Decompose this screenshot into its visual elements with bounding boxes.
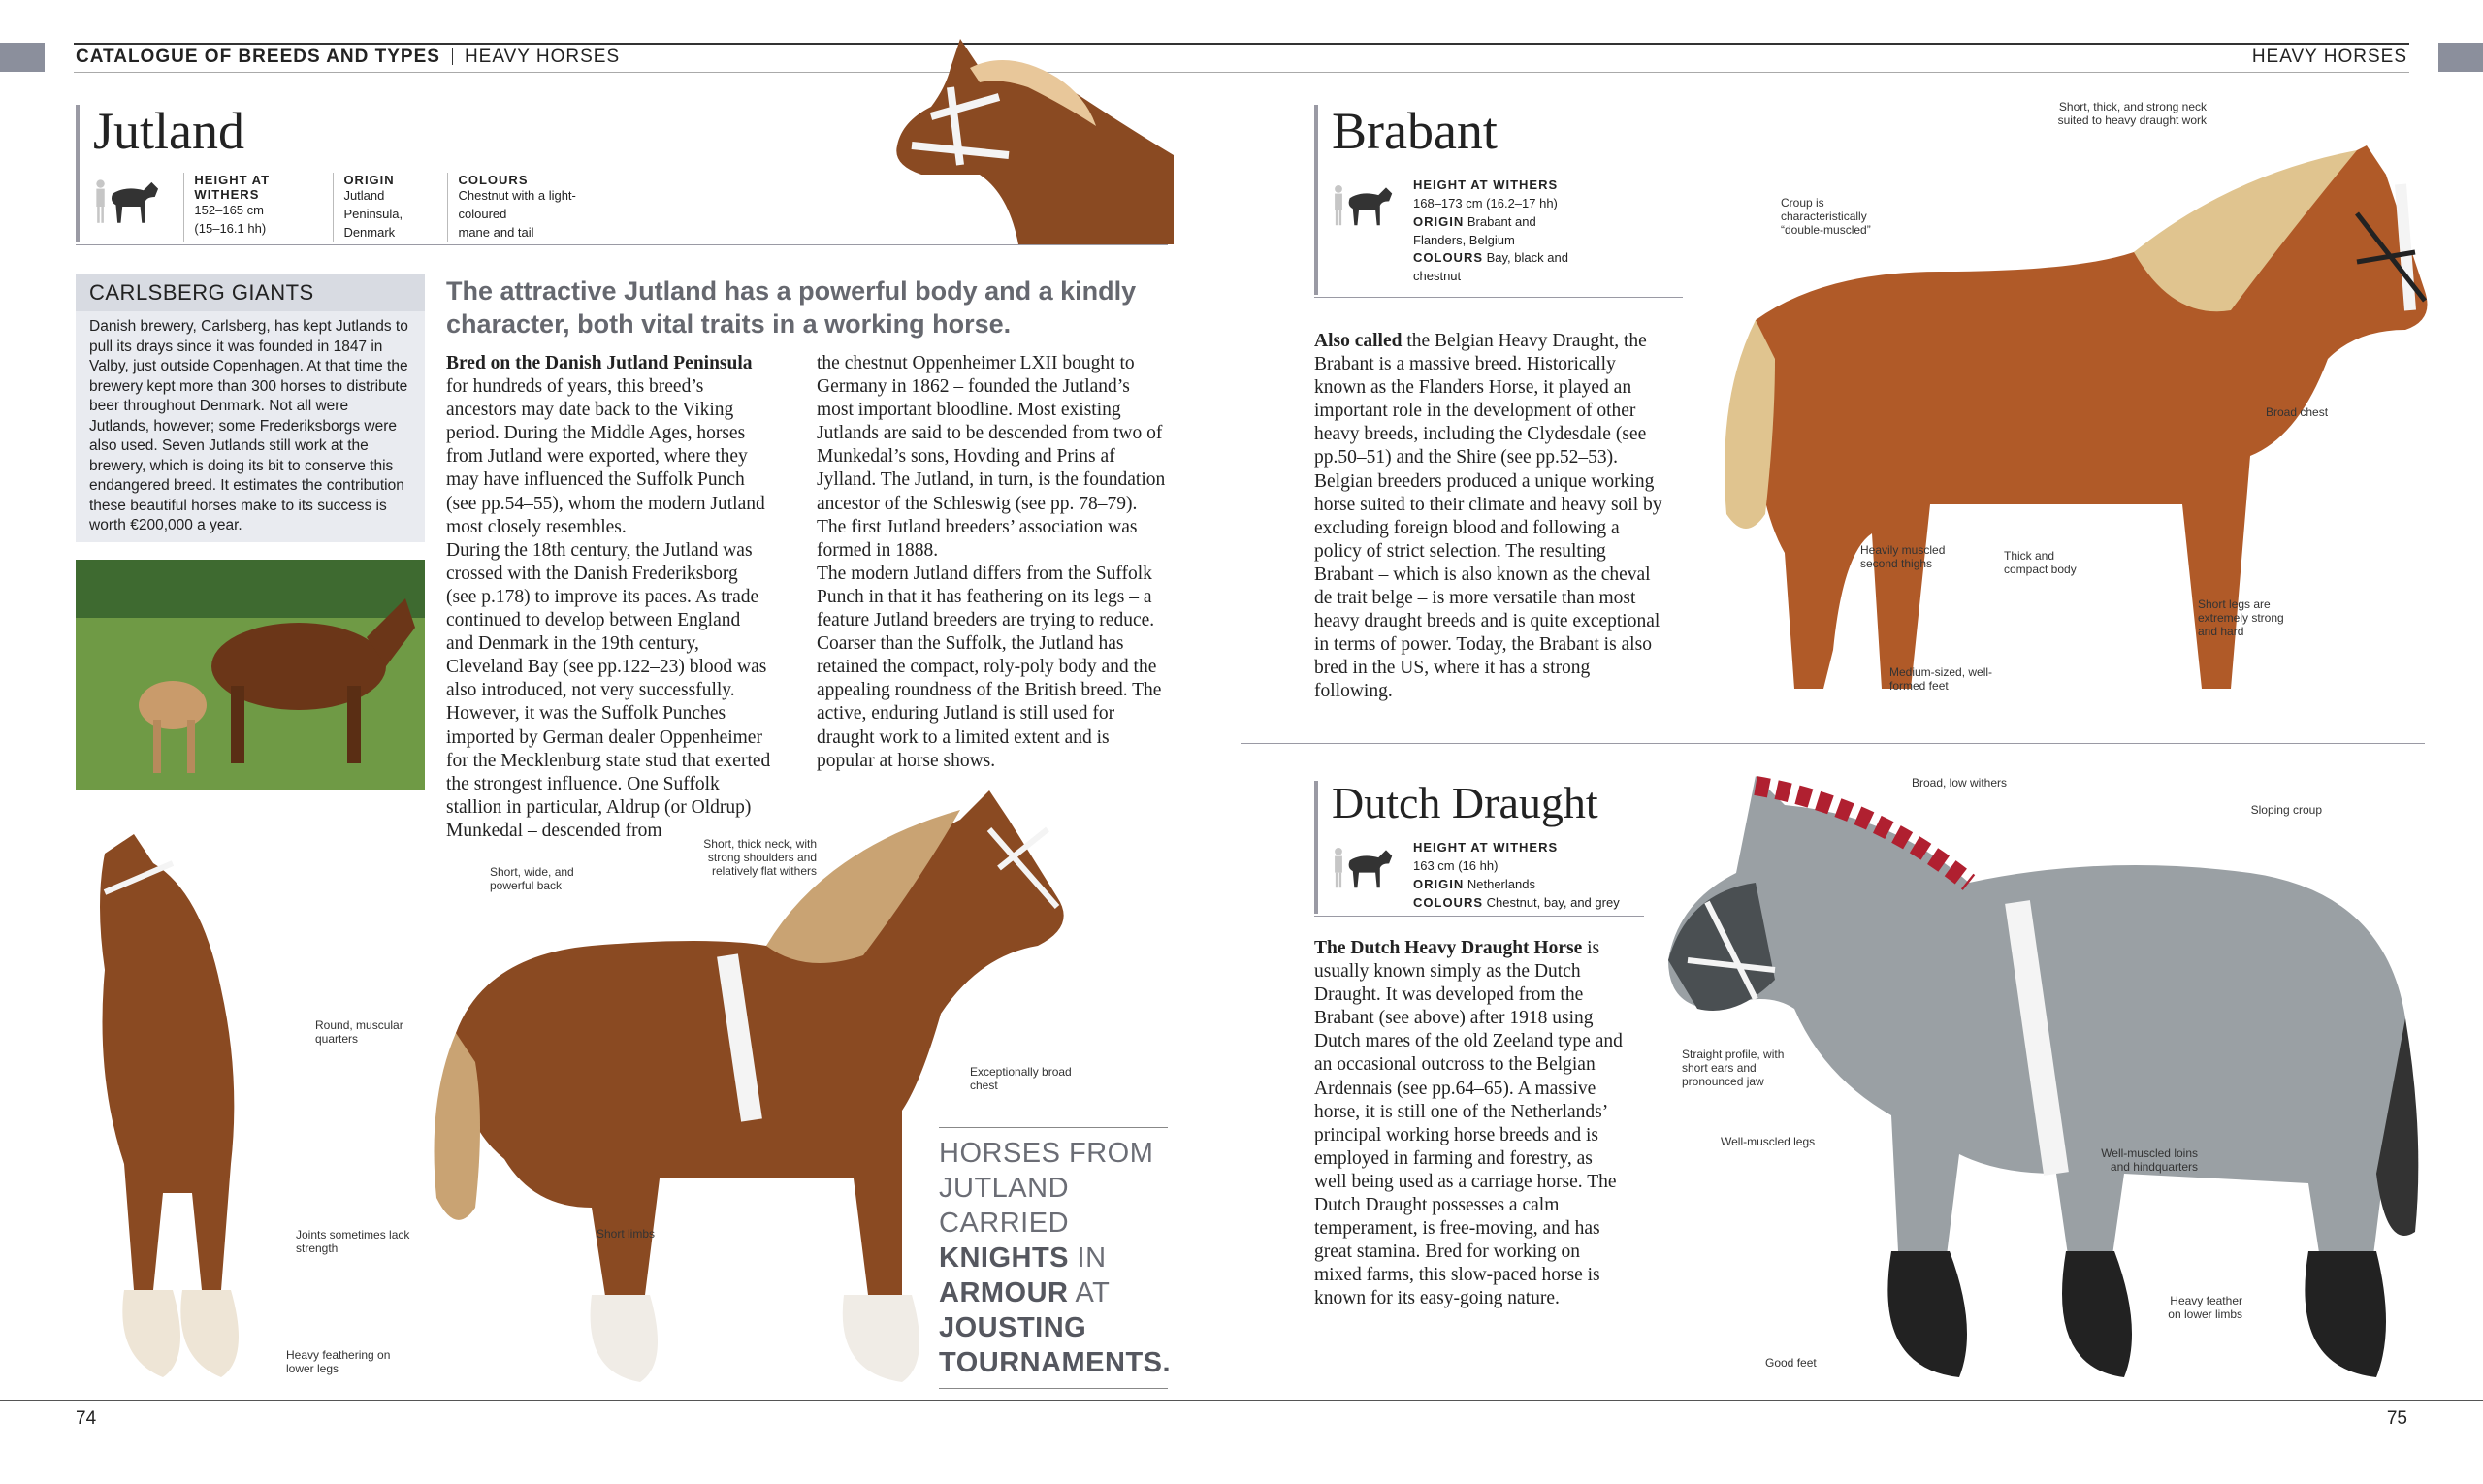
pull-line-3b: IN <box>1069 1242 1107 1274</box>
jutland-body-lead-in: Bred on the Danish Jutland Peninsula <box>446 353 753 373</box>
height-value: 168–173 cm (16.2–17 hh) <box>1413 195 1558 210</box>
pull-line-6: TOURNAMENTS. <box>939 1347 1172 1378</box>
origin-label: ORIGIN <box>343 173 395 187</box>
callout-short-back: Short, wide, and powerful back <box>490 865 574 892</box>
height-scale-icon <box>1332 839 1400 897</box>
running-header-left <box>76 47 620 68</box>
section-subtitle: HEAVY HORSES <box>464 47 621 67</box>
colours-value: Chestnut with a light-coloured <box>458 188 576 221</box>
jutland-body-col2: the chestnut Oppenheimer LXII bought to Germany in 1862 – founded the Jutland’s most important bloodline. Most existing Jutlands are said to be descended from two of Munkedal’s sons, Hovding and Prins af Jylland. The Jutland, in turn, is the foundation ancestor of the Schleswig (see pp. 78–79). The first Jutland breeders’ association was formed in 1888. The modern Jutland differs from the Suffolk Punch in that it has feathering on its legs – a feature Jutland breeders are trying to reduce. Coarser than the Suffolk, the Jutland has retained the compact, roly-poly body and the appealing roundness of the British breed. The active, enduring Jutland is still used for draught work to a limited extent and is popular at horse shows. <box>817 353 1166 771</box>
height-label: HEIGHT AT WITHERS <box>1413 177 1559 192</box>
colours-label: COLOURS <box>1413 894 1483 910</box>
callout-dutch-withers: Broad, low withers <box>1911 776 2008 790</box>
dutch-text: is usually known simply as the Dutch Draught. It was developed from the Brabant (see above) after 1918 using Dutch mares of the old Zeeland type and an occasional outcross to the Belgian Ardennais (see pp.64–65). A massive horse, it is still one of the Netherlands’ principal working horse breeds and is employed in farming and forestry, as well being used as a carriage horse. The Dutch Draught possesses a calm temperament, is free-moving, and has great stamina. Bred for working on mixed farms, this slow-paced horse is known for its easy-going nature. <box>1314 938 1623 1309</box>
jutland-head-photo <box>892 29 1174 244</box>
pull-line-3a: KNIGHTS <box>939 1242 1069 1274</box>
jutland-title-block <box>76 102 597 242</box>
height-value: 152–165 cm <box>194 203 264 217</box>
callout-round-quarters: Round, muscular quarters <box>315 1018 403 1046</box>
dutch-body <box>1314 937 1625 1311</box>
jutland-rear-view-photo <box>76 834 299 1387</box>
dutch-title-block <box>1314 778 1661 914</box>
callout-dutch-croup: Sloping croup <box>2250 803 2322 817</box>
box-title: CARLSBERG GIANTS <box>76 274 425 311</box>
origin-label: ORIGIN <box>1413 213 1465 229</box>
pull-quote <box>939 1127 1172 1389</box>
box-text: Danish brewery, Carlsberg, has kept Jutlands to pull its drays since it was founded in 1847 in Valby, just outside Copenhagen. At that time the brewery kept more than 300 horses to distribute beer throughout Denmark. Not all were Jutlands, however; some Frederiksborgs were also used. Seven Jutlands still work at the brewery, which is doing its bit to conserve this endangered breed. It estimates the contribution these beautiful horses make to its success is worth €200,000 a year. <box>76 311 425 542</box>
pull-line-2: JUTLAND CARRIED <box>939 1173 1070 1239</box>
callout-short-neck: Short, thick neck, with strong shoulders and relatively flat withers <box>703 837 817 878</box>
brabant-body <box>1314 330 1668 704</box>
colours-label: COLOURS <box>1413 250 1483 266</box>
callout-dutch-loins: Well-muscled loins and hindquarters <box>2101 1146 2198 1174</box>
height-label: HEIGHT AT WITHERS <box>194 173 271 202</box>
callout-joints: Joints sometimes lack strength <box>296 1228 410 1255</box>
running-header-right: HEAVY HORSES <box>2251 47 2407 67</box>
carlsberg-box <box>76 274 425 542</box>
origin-label: ORIGIN <box>1413 876 1465 891</box>
height-scale-icon <box>93 173 166 231</box>
page-number-right: 75 <box>2386 1408 2407 1429</box>
jutland-title-rule <box>76 244 1168 245</box>
brabant-title-block <box>1314 102 1700 295</box>
origin-value: Netherlands <box>1467 876 1535 891</box>
colours-value: Bay, black and chestnut <box>1413 250 1568 284</box>
pull-line-5: JOUSTING <box>939 1312 1087 1343</box>
height-value: 163 cm (16 hh) <box>1413 857 1499 873</box>
colours-value: Chestnut, bay, and grey <box>1486 894 1620 910</box>
height-value-hh: (15–16.1 hh) <box>194 220 267 236</box>
jutland-lead: The attractive Jutland has a powerful body and a kindly character, both vital traits in a working horse. <box>446 276 1137 339</box>
pull-line-1: HORSES FROM <box>939 1138 1154 1169</box>
brabant-title-rule <box>1314 297 1683 298</box>
dutch-title-rule <box>1314 916 1644 917</box>
dutch-lead-in: The Dutch Heavy Draught Horse <box>1314 938 1583 958</box>
callout-brabant-neck: Short, thick, and strong neck suited to heavy draught work <box>2057 100 2207 127</box>
origin-value: Jutland Peninsula, <box>343 188 403 221</box>
colours-label: COLOURS <box>458 173 529 187</box>
brabant-lead-in: Also called <box>1314 331 1403 351</box>
callout-brabant-compact: Thick and compact body <box>2004 549 2077 576</box>
brabant-title: Brabant <box>1332 102 1498 160</box>
jutland-body-text1: for hundreds of years, this breed’s ancestors may date back to the Viking period. During the Middle Ages, horses from Jutland were exported, where they may have influenced the Suffolk Punch (see pp.54–55), whom the modern Jutland most closely resembles. During the 18th century, the Jutland was crossed with the Danish Frederiksborg (see p.178) to improve its paces. As trade continued to develop between England and Denmark in the 19th century, Cleveland Bay (see pp.122–23) blood was also introduced, not very successfully. However, it was the Suffolk Punches imported by German dealer Oppenheimer for the Mecklenburg state stud that exerted the strongest influence. One Suffolk stallion in particular, Aldrup (or Oldrup) Munkedal – descended from <box>446 376 771 841</box>
height-scale-icon <box>1332 177 1400 235</box>
footer-rule <box>0 1400 2483 1401</box>
callout-dutch-feet: Good feet <box>1765 1356 1817 1370</box>
height-label: HEIGHT AT WITHERS <box>1413 840 1559 855</box>
pull-line-4a: ARMOUR <box>939 1277 1069 1308</box>
jutland-body-col1 <box>446 352 771 843</box>
origin-value: Brabant and Flanders, Belgium <box>1413 213 1536 247</box>
pull-line-4b: AT <box>1068 1277 1111 1308</box>
callout-brabant-croup: Croup is characteristically “double-muscled” <box>1781 196 1871 237</box>
callout-brabant-legs: Short legs are extremely strong and hard <box>2198 597 2284 638</box>
side-tab-left <box>0 43 45 72</box>
section-title: CATALOGUE OF BREEDS AND TYPES <box>76 47 440 67</box>
callout-brabant-thighs: Heavily muscled second thighs <box>1860 543 1946 570</box>
jutland-title: Jutland <box>93 102 244 160</box>
callout-brabant-feet: Medium-sized, well-formed feet <box>1889 665 1993 693</box>
callout-broad-chest: Exceptionally broad chest <box>970 1065 1072 1092</box>
callout-heavy-feathering: Heavy feathering on lower legs <box>286 1348 391 1375</box>
callout-dutch-profile: Straight profile, with short ears and pronounced jaw <box>1682 1048 1785 1088</box>
colours-value-2: mane and tail <box>458 224 534 240</box>
callout-dutch-feather: Heavy feather on lower limbs <box>2168 1294 2242 1321</box>
mare-and-foal-photo <box>76 560 425 790</box>
dutch-title: Dutch Draught <box>1332 778 1598 827</box>
callout-brabant-chest: Broad chest <box>2266 405 2329 419</box>
callout-dutch-legs: Well-muscled legs <box>1721 1135 1816 1148</box>
origin-value-2: Denmark <box>343 224 396 240</box>
side-tab-right <box>2438 43 2483 72</box>
callout-short-limbs: Short limbs <box>597 1227 656 1241</box>
page-number-left: 74 <box>76 1408 97 1429</box>
section-divider <box>1242 743 2425 744</box>
brabant-text: the Belgian Heavy Draught, the Brabant is a massive breed. Historically known as the Flanders Horse, it played an important role in the development of other heavy breeds, including the Clydesdale (see pp.50–51) and the Shire (see pp.52–53). Belgian breeders produced a unique working horse suited to their climate and heavy soil by excluding foreign blood and following a policy of strict selection. The resulting Brabant – which is also known as the cheval de trait belge – is more versatile than most heavy draught breeds and is quite exceptional in terms of power. Today, the Brabant is also bred in the US, where it has a strong following. <box>1314 331 1662 702</box>
